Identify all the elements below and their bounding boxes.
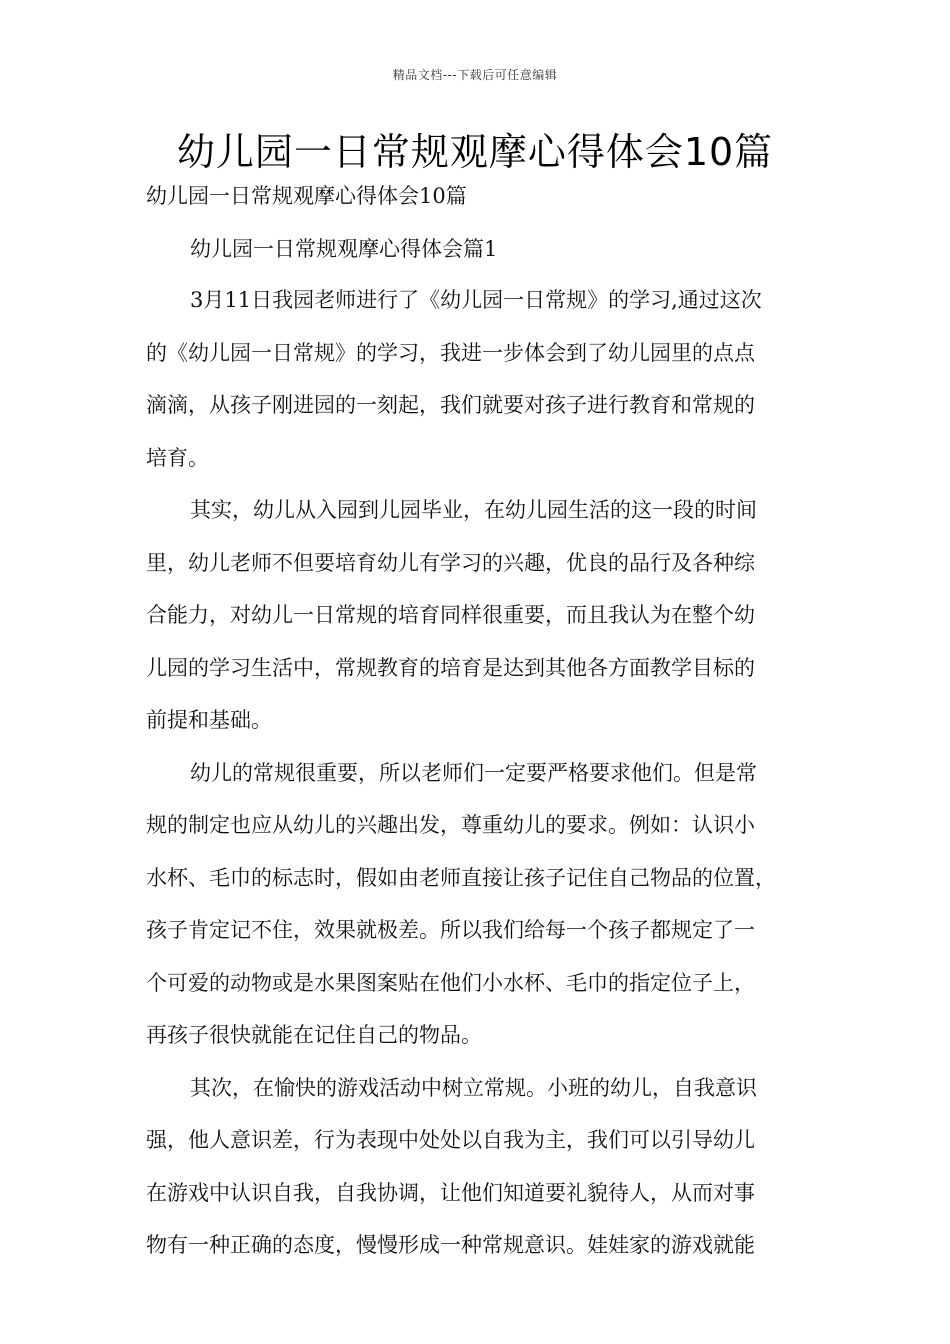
paragraph-line: 规的制定也应从幼儿的兴趣出发，尊重幼儿的要求。例如：认识小 — [146, 813, 755, 837]
paragraph-line: 3月11日我园老师进行了《幼儿园一日常规》的学习,通过这次 — [190, 288, 762, 312]
paragraph — [146, 288, 818, 471]
document-title: 幼儿园一日常规观摩心得体会10篇 — [176, 130, 774, 174]
paragraph-line: 强，他人意识差，行为表现中处处以自我为主，我们可以引导幼儿 — [146, 1128, 755, 1152]
paragraph-line: 里，幼儿老师不但要培育幼儿有学习的兴趣，优良的品行及各种综 — [146, 550, 755, 575]
header-note: 精品文档---下载后可任意编辑 — [392, 68, 558, 82]
paragraph-line: 孩子肯定记不住，效果就极差。所以我们给每一个孩子都规定了一 — [146, 918, 755, 942]
paragraph — [146, 498, 818, 733]
paragraph-line: 再孩子很快就能在记住自己的物品。 — [146, 1023, 482, 1047]
paragraph-line: 合能力，对幼儿一日常规的培育同样很重要，而且我认为在整个幼 — [146, 603, 755, 627]
paragraph-line: 的《幼儿园一日常规》的学习，我进一步体会到了幼儿园里的点点 — [146, 340, 755, 365]
paragraph-line: 幼儿的常规很重要，所以老师们一定要严格要求他们。但是常 — [190, 760, 757, 785]
paragraph-line: 滴滴，从孩子刚进园的一刻起，我们就要对孩子进行教育和常规的 — [146, 393, 755, 417]
paragraph-line: 在游戏中认识自我，自我协调，让他们知道要礼貌待人，从而对事 — [146, 1180, 755, 1205]
document-body — [146, 184, 818, 1286]
paragraph — [146, 761, 818, 1049]
paragraph-line: 培育。 — [146, 445, 209, 470]
paragraph-line: 其实，幼儿从入园到儿园毕业，在幼儿园生活的这一段的时间 — [190, 498, 757, 522]
paragraph-line: 个可爱的动物或是水果图案贴在他们小水杯、毛巾的指定位子上， — [146, 970, 755, 995]
subtitle: 幼儿园一日常规观摩心得体会10篇 — [146, 184, 467, 208]
paragraph-line: 前提和基础。 — [146, 708, 272, 732]
paragraph-line: 水杯、毛巾的标志时，假如由老师直接让孩子记住自己物品的位置， — [146, 865, 776, 890]
paragraph-line: 儿园的学习生活中，常规教育的培育是达到其他各方面教学目标的 — [146, 655, 755, 680]
paragraph-line: 其次，在愉快的游戏活动中树立常规。小班的幼儿，自我意识 — [190, 1075, 757, 1100]
section-heading: 幼儿园一日常规观摩心得体会篇1 — [190, 237, 498, 261]
paragraph-line: 物有一种正确的态度，慢慢形成一种常规意识。娃娃家的游戏就能 — [146, 1233, 755, 1257]
paragraph — [146, 1076, 818, 1259]
